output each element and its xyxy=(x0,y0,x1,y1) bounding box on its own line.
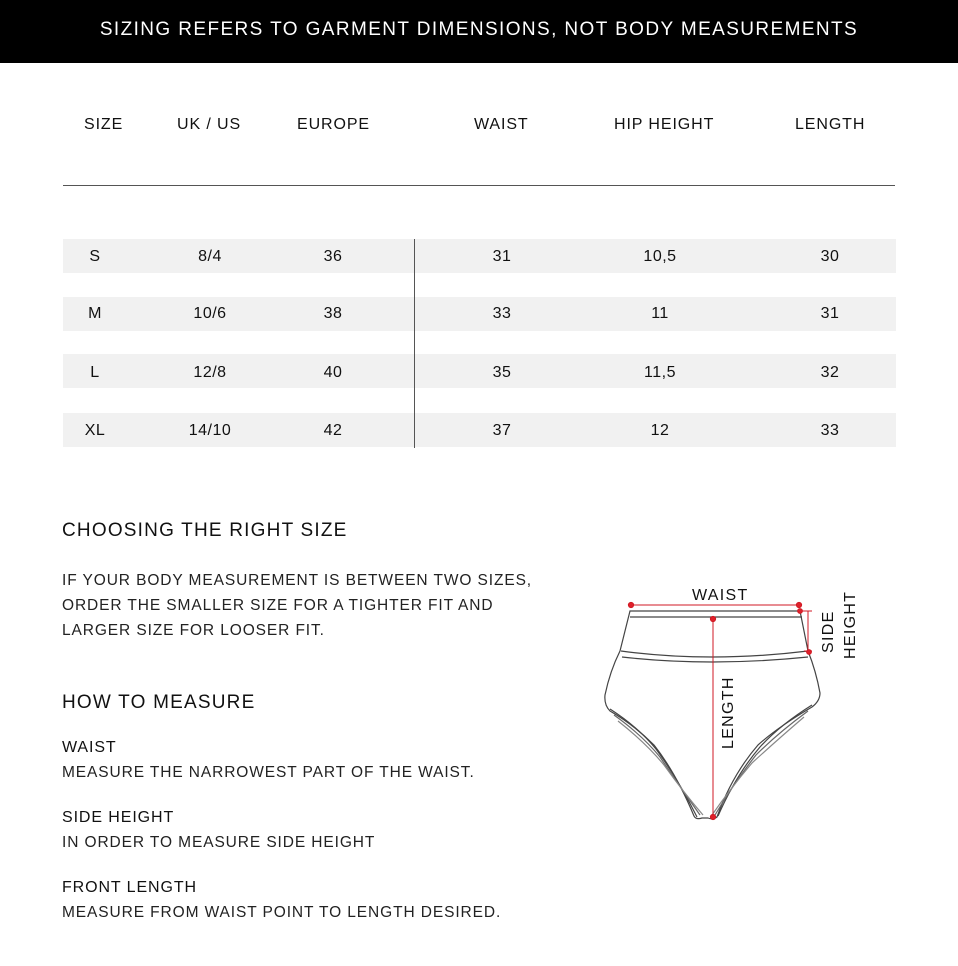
how-to-title: HOW TO MEASURE xyxy=(62,692,256,713)
diagram-height-label: HEIGHT xyxy=(842,590,859,659)
cell-waist: 31 xyxy=(492,248,512,265)
cell-europe: 40 xyxy=(323,364,343,381)
garment-diagram xyxy=(590,575,880,835)
cell-hip-height: 11 xyxy=(651,305,669,322)
header-length: LENGTH xyxy=(795,116,866,133)
front-length-label: FRONT LENGTH xyxy=(62,879,197,896)
cell-size: XL xyxy=(84,422,106,439)
cell-length: 33 xyxy=(820,422,840,439)
cell-uk-us: 14/10 xyxy=(188,422,232,439)
cell-length: 30 xyxy=(820,248,840,265)
cell-waist: 37 xyxy=(492,422,512,439)
header-waist: WAIST xyxy=(474,116,529,133)
choosing-line-1: IF YOUR BODY MEASUREMENT IS BETWEEN TWO SIZES, xyxy=(62,572,533,589)
header-divider xyxy=(63,185,895,186)
header-uk-us: UK / US xyxy=(177,116,242,133)
header-size: SIZE xyxy=(84,116,124,133)
cell-hip-height: 12 xyxy=(650,422,670,439)
cell-size: M xyxy=(88,305,102,322)
diagram-waist-label: WAIST xyxy=(692,587,749,604)
diagram-side-label: SIDE xyxy=(820,610,837,653)
cell-length: 31 xyxy=(820,305,840,322)
table-row xyxy=(63,413,896,447)
cell-europe: 36 xyxy=(323,248,343,265)
cell-waist: 35 xyxy=(492,364,512,381)
side-height-label: SIDE HEIGHT xyxy=(62,809,175,826)
cell-hip-height: 11,5 xyxy=(644,364,676,381)
table-row xyxy=(63,354,896,388)
waist-text: MEASURE THE NARROWEST PART OF THE WAIST. xyxy=(62,764,475,781)
table-row xyxy=(63,239,896,273)
cell-europe: 42 xyxy=(323,422,343,439)
cell-uk-us: 10/6 xyxy=(193,305,227,322)
choosing-line-2: ORDER THE SMALLER SIZE FOR A TIGHTER FIT AND xyxy=(62,597,494,614)
header-hip-height: HIP HEIGHT xyxy=(614,116,715,133)
cell-hip-height: 10,5 xyxy=(643,248,677,265)
choosing-title: CHOOSING THE RIGHT SIZE xyxy=(62,520,348,541)
table-row xyxy=(63,297,896,331)
briefs-outline-icon xyxy=(605,611,820,819)
choosing-line-3: LARGER SIZE FOR LOOSER FIT. xyxy=(62,622,325,639)
waist-label: WAIST xyxy=(62,739,117,756)
header-europe: EUROPE xyxy=(297,116,370,133)
cell-uk-us: 12/8 xyxy=(193,364,227,381)
cell-size: L xyxy=(90,364,100,381)
diagram-length-label: LENGTH xyxy=(720,676,737,749)
front-length-text: MEASURE FROM WAIST POINT TO LENGTH DESIRED. xyxy=(62,904,502,921)
cell-length: 32 xyxy=(820,364,840,381)
cell-size: S xyxy=(89,248,101,265)
cell-waist: 33 xyxy=(492,305,512,322)
cell-uk-us: 8/4 xyxy=(198,248,222,265)
banner: SIZING REFERS TO GARMENT DIMENSIONS, NOT BODY MEASUREMENTS xyxy=(0,0,958,63)
cell-europe: 38 xyxy=(323,305,343,322)
side-height-text: IN ORDER TO MEASURE SIDE HEIGHT xyxy=(62,834,376,851)
table-vertical-divider xyxy=(414,239,415,448)
